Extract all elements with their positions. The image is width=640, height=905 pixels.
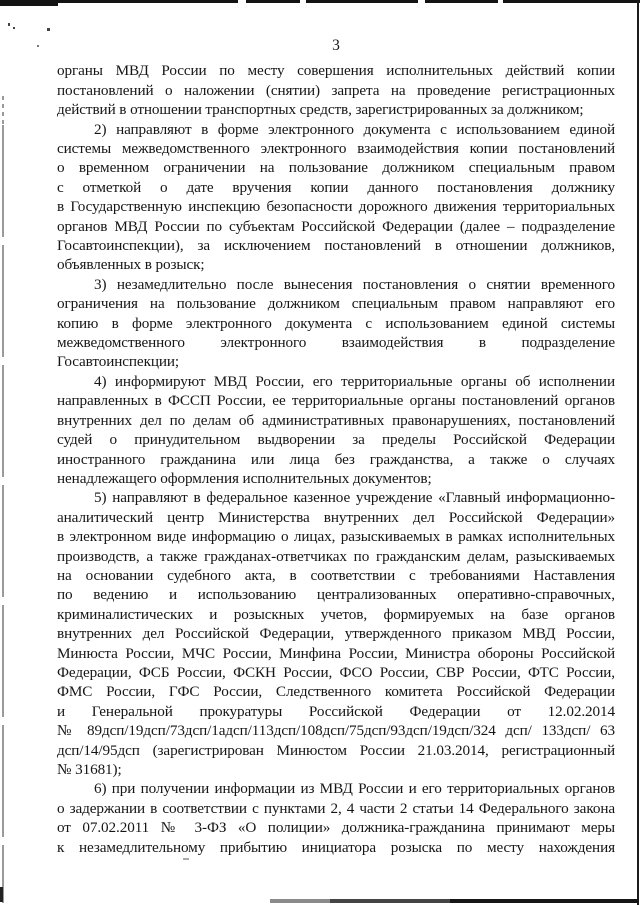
text-line: Госавтоинспекции; <box>57 353 180 371</box>
text-line: копию в форме электронного документа с использованием единой системы <box>57 314 615 332</box>
scan-artifact-left-edge <box>2 125 4 903</box>
text-line: Минюста России, МЧС России, Минфина России, Министра обороны Российской <box>57 644 615 662</box>
scan-speck <box>37 45 39 47</box>
text-line: ограничения на пользование должником специальным правом направляют его <box>57 295 615 313</box>
text-line: и Генеральной прокуратуры Российской Федерации от 12.02.2014 <box>57 702 615 720</box>
scan-speck <box>13 27 15 29</box>
text-line: внутренних дел Российской Федерации, утвержденного приказом МВД России, <box>57 625 615 643</box>
scan-artifact-top-edge <box>0 0 640 3</box>
scan-artifact-right-edge <box>637 0 639 905</box>
scan-artifact-left-dots <box>2 96 4 124</box>
text-line: о временном ограничении на пользование должником специальным правом <box>57 159 615 177</box>
text-line: внутренних дел по делам об административных правонарушениях, постановлений <box>57 411 615 429</box>
text-line: органов МВД России по субъектам Российской Федерации (далее – подразделение <box>57 217 615 235</box>
document-body <box>57 61 615 857</box>
scan-artifact-bottom-left-corner <box>0 887 3 902</box>
text-line: органы МВД России по месту совершения исполнительных действий копии <box>57 62 615 80</box>
text-line: в электронном виде информацию о лицах, разыскиваемых в рамках исполнительных <box>57 528 615 546</box>
text-line: на основании судебного акта, в соответствии с требованиями Наставления <box>57 566 615 584</box>
text-line: объявленных в розыск; <box>57 256 205 274</box>
text-line: № 31681); <box>57 761 122 779</box>
text-line: с отметкой о дате вручения копии данного постановления должнику <box>57 178 615 196</box>
text-line: системы межведомственного электронного взаимодействия копии постановлений <box>57 140 615 158</box>
page-content <box>57 36 615 857</box>
text-line: от 07.02.2011 № 3-ФЗ «О полиции» должника-гражданина принимают меры <box>57 819 615 837</box>
text-line: иностранного гражданина или лица без гражданства, а также о случаях <box>57 450 615 468</box>
text-line: по ведению и использованию централизованных оперативно-справочных, <box>57 586 615 604</box>
text-line: криминалистических и розыскных учетов, формируемых на базе органов <box>57 605 615 623</box>
text-line: дсп/14/95дсп (зарегистрирован Минюстом России 21.03.2014, регистрационный <box>57 741 615 759</box>
text-line: 4) информируют МВД России, его территориальные органы об исполнении <box>94 372 615 390</box>
text-line: 2) направляют в форме электронного документа с использованием единой <box>94 120 615 138</box>
text-line: 5) направляют в федеральное казенное учреждение «Главный информационно- <box>94 489 615 507</box>
scan-speck <box>183 858 189 860</box>
text-line: Госавтоинспекции), за исключением постановлений в отношении должников, <box>57 237 615 255</box>
text-line: о задержании в соответствии с пунктами 2, 4 части 2 статьи 14 Федерального закона <box>57 799 615 817</box>
text-line: 6) при получении информации из МВД России и его территориальных органов <box>94 780 615 798</box>
text-line: ФМС России, ГФС России, Следственного комитета Российской Федерации <box>57 683 615 701</box>
scan-speck <box>8 23 10 26</box>
scan-artifact-top-edge-thick <box>0 0 58 6</box>
scan-artifact-bottom-edge <box>270 899 638 903</box>
text-line: направленных в ФССП России, ее территориальные органы постановлений органов <box>57 392 615 410</box>
text-line: 3) незамедлительно после вынесения постановления о снятии временного <box>94 275 615 293</box>
text-line: № 89дсп/19дсп/73дсп/1адсп/113дсп/108дсп/75дсп/93дсп/19дсп/324 дсп/ 133дсп/ 63 <box>57 722 615 740</box>
text-line: постановлений о наложении (снятии) запрета на проведение регистрационных <box>57 81 615 99</box>
text-line: Федерации, ФСБ России, ФСКН России, ФСО России, СВР России, ФТС России, <box>57 663 615 681</box>
text-line: аналитический центр Министерства внутренних дел Российской Федерации» <box>57 508 615 526</box>
text-line: к незамедлительному прибытию инициатора розыска по месту нахождения <box>57 838 615 856</box>
text-line: межведомственного электронного взаимодействия в подразделение <box>57 334 615 352</box>
text-line: производств, а также гражданах-ответчиках по гражданским делам, разыскиваемых <box>57 547 615 565</box>
scan-speck <box>47 28 50 31</box>
text-line: в Государственную инспекцию безопасности дорожного движения территориальных <box>57 198 615 216</box>
page-number: 3 <box>332 37 340 54</box>
text-line: ненадлежащего оформления исполнительных документов; <box>57 469 432 487</box>
text-line: судей о принудительном выдворении за пределы Российской Федерации <box>57 431 615 449</box>
text-line: действий в отношении транспортных средств, зарегистрированных за должником; <box>57 101 584 119</box>
